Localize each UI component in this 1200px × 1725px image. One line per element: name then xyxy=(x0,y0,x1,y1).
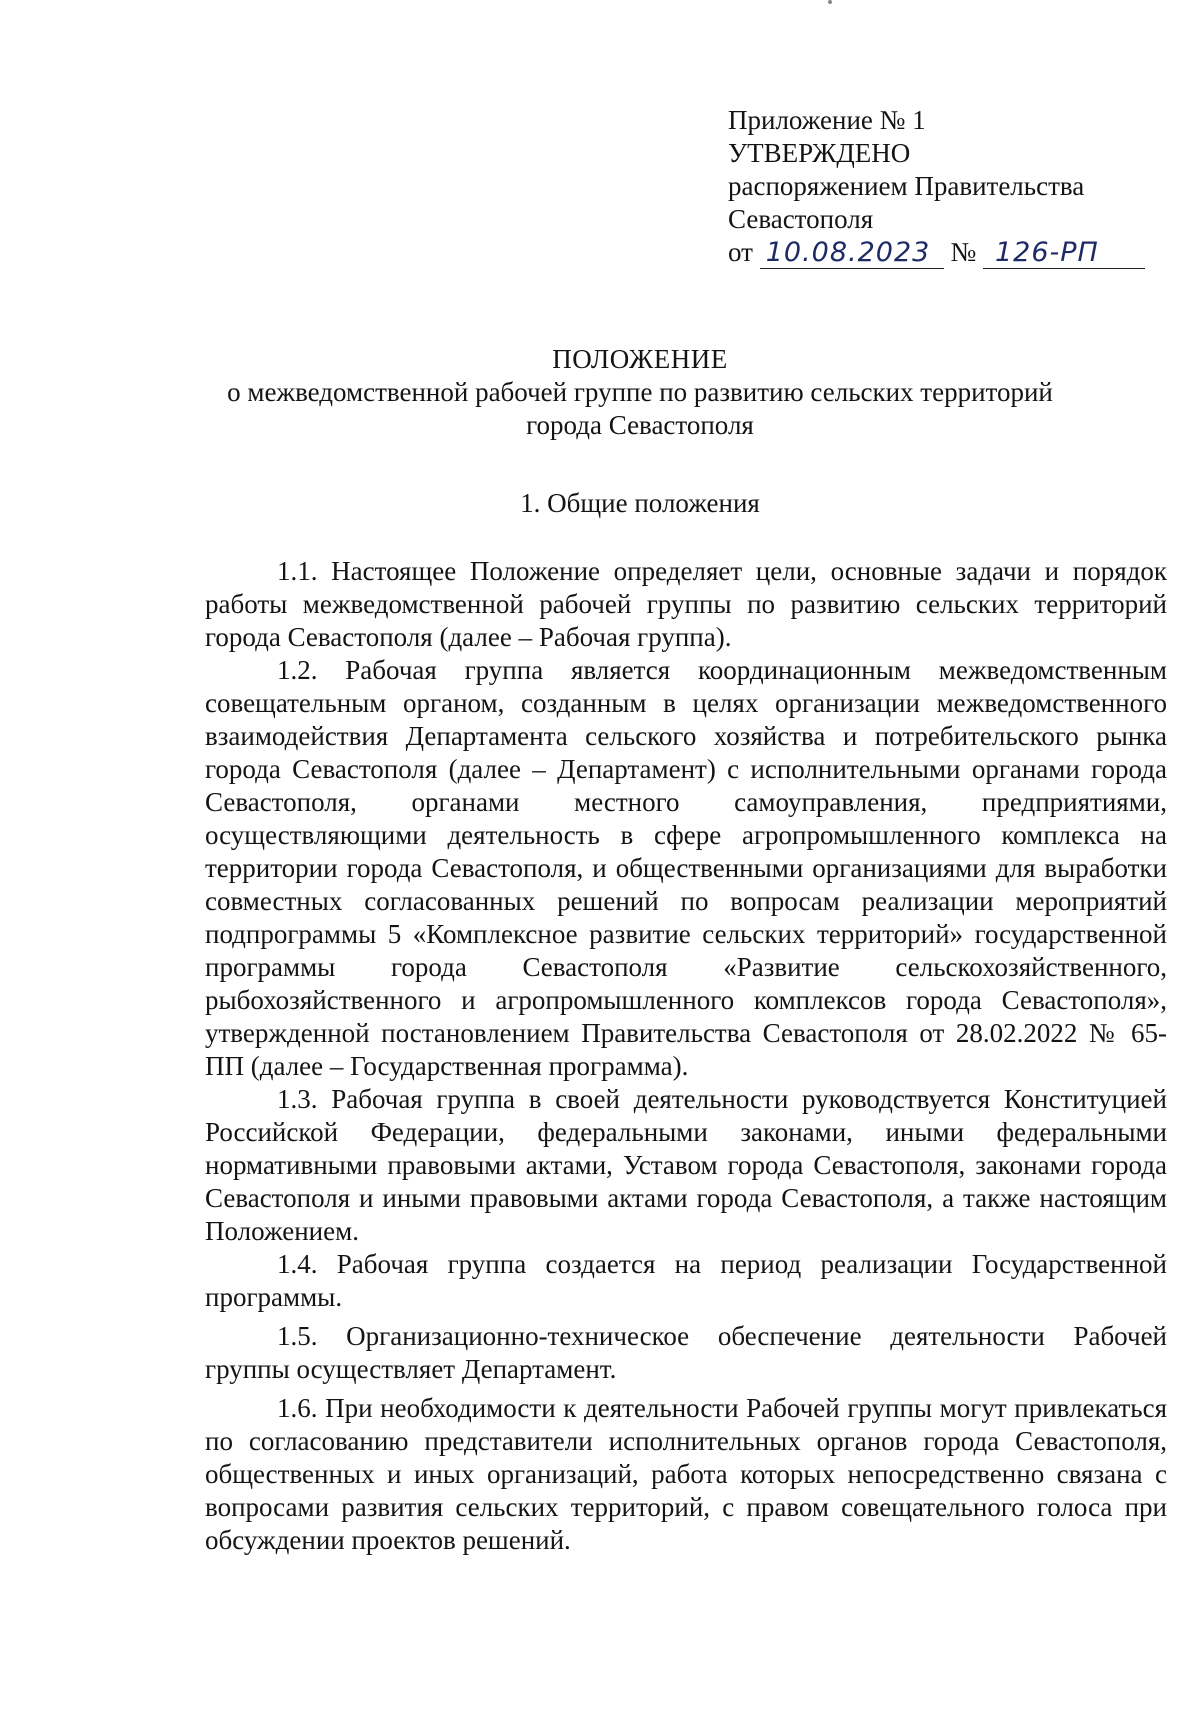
paragraph: 1.2. Рабочая группа является координационным межведомственным совещательным органом, созданным в целях организации межведомственного взаимодействия Департамента сельского хозяйства и потребительского рынка города Севастополя (далее – Департамент) с исполнительными органами города Севастополя, органами местного самоуправления, предприятиями, осуществляющими деятельность в сфере агропромышленного комплекса на территории города Севастополя, и общественными организациями для выработки совместных согласованных решений по вопросам реализации мероприятий подпрограммы 5 «Комплексное развитие сельских территорий» государственной программы города Севастополя «Развитие сельскохозяйственного, рыбохозяйственного и агропромышленного комплексов города Севастополя», утвержденной постановлением Правительства Севастополя от 28.02.2022 № 65-ПП (далее – Государственная программа). xyxy=(205,655,1167,1081)
handwritten-date: 10.08.2023 xyxy=(760,238,944,269)
paragraph: 1.6. При необходимости к деятельности Рабочей группы могут привлекаться по согласованию представители исполнительных органов города Севастополя, общественных и иных организаций, работа которых непосредственно связана с вопросами развития сельских территорий, с правом совещательного голоса при обсуждении проектов решений. xyxy=(205,1393,1167,1555)
approved-by-line: распоряжением Правительства xyxy=(728,171,1085,201)
appendix-block xyxy=(728,104,1168,269)
document-body xyxy=(205,555,1167,1557)
section-heading: 1. Общие положения xyxy=(520,488,760,518)
scan-mark xyxy=(828,0,832,4)
appendix-line: Приложение № 1 xyxy=(728,105,926,135)
date-prefix: от xyxy=(728,237,753,267)
title-main: ПОЛОЖЕНИЕ xyxy=(552,344,728,374)
paragraph: 1.4. Рабочая группа создается на период реализации Государственной программы. xyxy=(205,1249,1167,1312)
document-title xyxy=(120,343,1160,442)
paragraph: 1.3. Рабочая группа в своей деятельности руководствуется Конституцией Российской Федерации, федеральными законами, иными федеральными нормативными правовыми актами, Уставом города Севастополя, законами города Севастополя и иными правовыми актами города Севастополя, а также настоящим Положением. xyxy=(205,1084,1167,1246)
paragraph: 1.5. Организационно-техническое обеспечение деятельности Рабочей группы осуществляет Департамент. xyxy=(205,1321,1167,1384)
approved-line: УТВЕРЖДЕНО xyxy=(728,138,911,168)
title-subtitle-2: города Севастополя xyxy=(526,410,754,440)
number-prefix: № xyxy=(950,237,977,267)
paragraph: 1.1. Настоящее Положение определяет цели, основные задачи и порядок работы межведомственной рабочей группы по развитию сельских территорий города Севастополя (далее – Рабочая группа). xyxy=(205,556,1167,652)
handwritten-number: 126-РП xyxy=(983,238,1145,269)
date-number-line xyxy=(728,236,1168,269)
city-line: Севастополя xyxy=(728,204,874,234)
title-subtitle-1: о межведомственной рабочей группе по развитию сельских территорий xyxy=(227,377,1053,407)
